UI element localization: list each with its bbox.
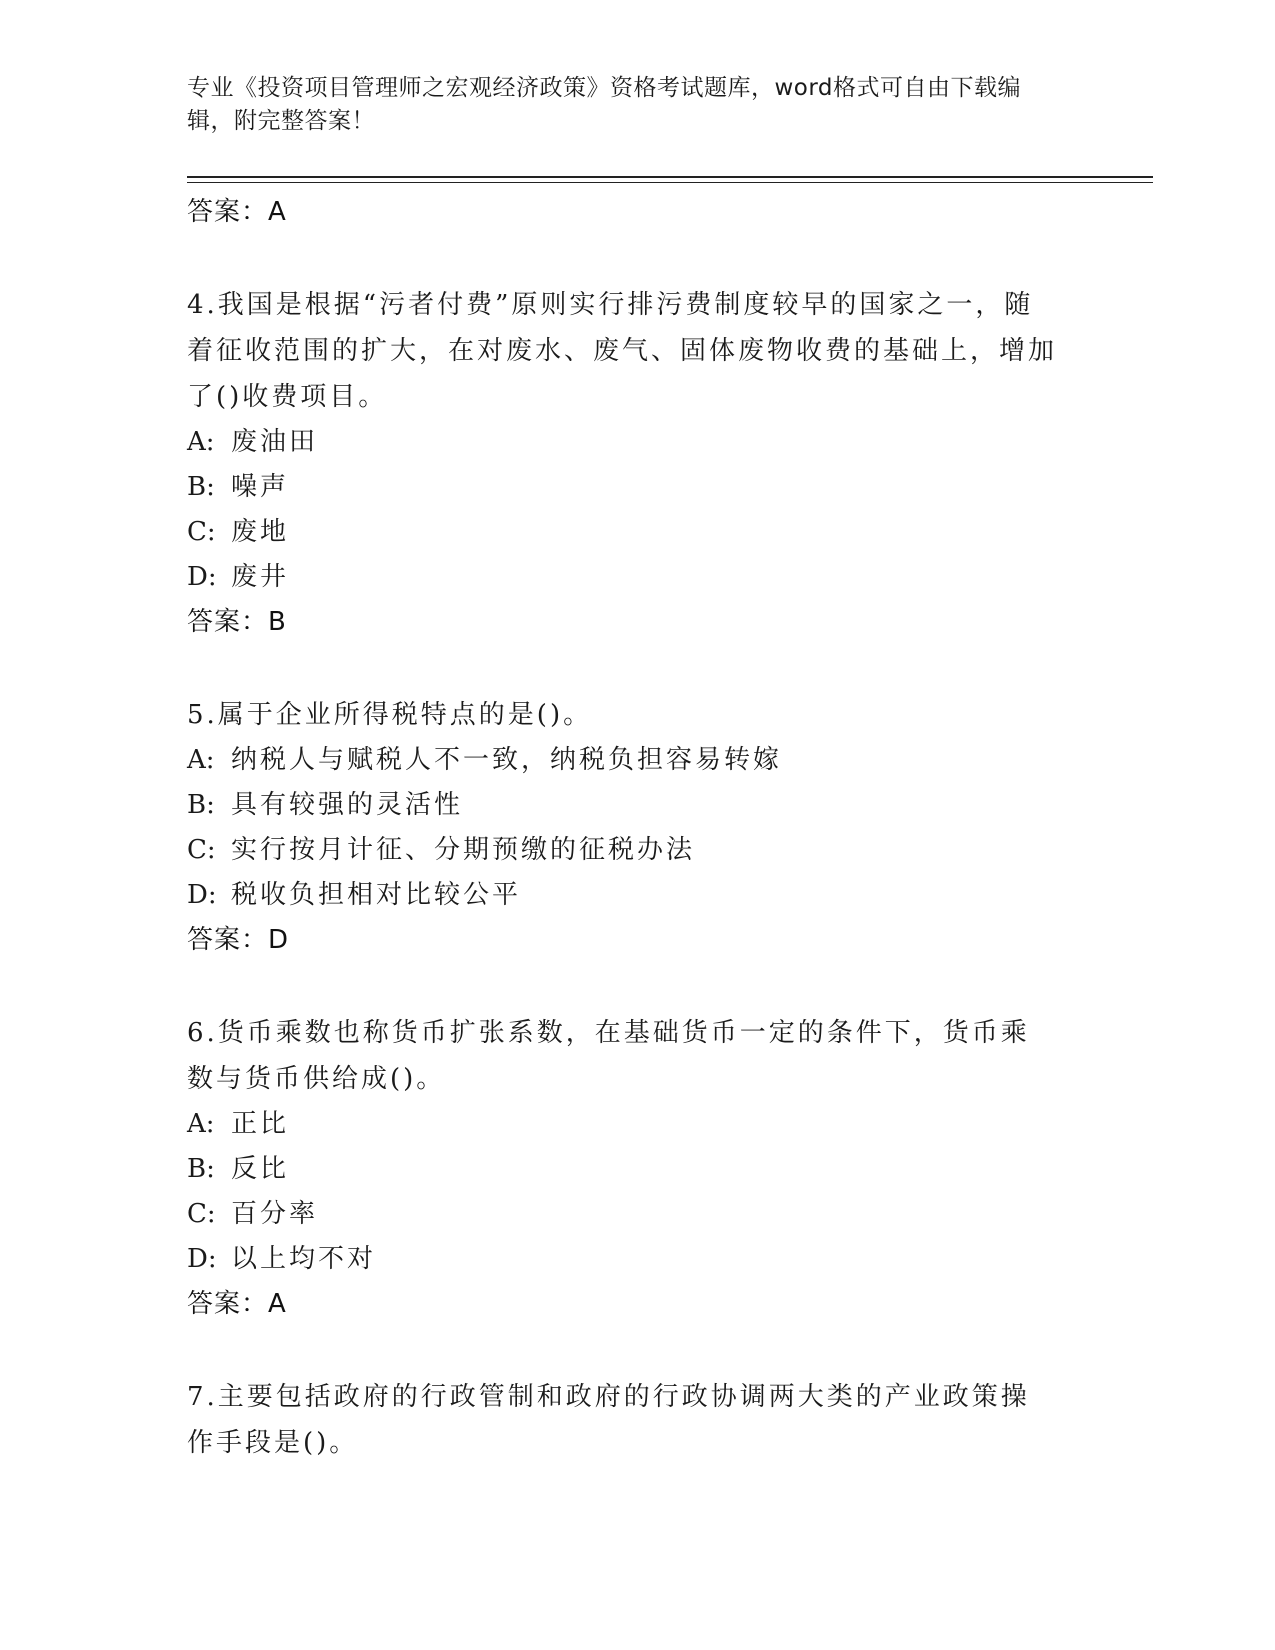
question-stem: 7.主要包括政府的行政管制和政府的行政协调两大类的产业政策操作手段是()。	[187, 1382, 1030, 1458]
option-text: 废油田	[231, 427, 319, 457]
answer-line: 答案：A	[187, 197, 287, 227]
option-key: D:	[187, 1244, 217, 1274]
option-text: 纳税人与赋税人不一致，纳税负担容易转嫁	[231, 745, 783, 775]
answer-line: 答案：A	[187, 1289, 287, 1319]
question-stem: 4.我国是根据“污者付费”原则实行排污费制度较早的国家之一，随着征收范围的扩大，在对废水、废气、固体废物收费的基础上，增加了()收费项目。	[187, 290, 1058, 412]
answer-line: 答案：B	[187, 607, 287, 637]
option-text: 具有较强的灵活性	[231, 790, 464, 820]
option-text: 反比	[231, 1154, 290, 1184]
option-key: B:	[187, 790, 215, 820]
option-key: B:	[187, 472, 215, 502]
page-header: 专业《投资项目管理师之宏观经济政策》资格考试题库，word格式可自由下载编辑，附完整答案！	[187, 75, 1022, 134]
option-d	[187, 555, 1057, 600]
option-key: A:	[187, 1109, 215, 1139]
header-rule-thin	[187, 182, 1153, 183]
option-text: 正比	[231, 1109, 290, 1139]
option-text: 税收负担相对比较公平	[231, 880, 522, 910]
option-text: 以上均不对	[231, 1244, 377, 1274]
option-a	[187, 1102, 1057, 1147]
option-a	[187, 420, 1057, 465]
option-key: D:	[187, 880, 217, 910]
option-c	[187, 1192, 1057, 1237]
question-list	[187, 190, 1057, 1466]
option-d	[187, 1237, 1057, 1282]
option-b	[187, 783, 1057, 828]
option-key: C:	[187, 1199, 216, 1229]
option-key: A:	[187, 745, 215, 775]
option-text: 废井	[231, 562, 290, 592]
option-text: 百分率	[231, 1199, 319, 1229]
option-text: 噪声	[231, 472, 290, 502]
answer-line: 答案：D	[187, 925, 290, 955]
option-c	[187, 828, 1057, 873]
option-b	[187, 1147, 1057, 1192]
option-key: C:	[187, 835, 216, 865]
option-key: B:	[187, 1154, 215, 1184]
option-b	[187, 465, 1057, 510]
header-rule-thick	[187, 176, 1153, 178]
option-d	[187, 873, 1057, 918]
option-key: C:	[187, 517, 216, 547]
option-text: 实行按月计征、分期预缴的征税办法	[231, 835, 696, 865]
option-key: A:	[187, 427, 215, 457]
option-a	[187, 738, 1057, 783]
option-c	[187, 510, 1057, 555]
question-stem: 6.货币乘数也称货币扩张系数，在基础货币一定的条件下，货币乘数与货币供给成()。	[187, 1018, 1030, 1094]
option-key: D:	[187, 562, 217, 592]
option-text: 废地	[231, 517, 290, 547]
question-stem: 5.属于企业所得税特点的是()。	[187, 700, 593, 730]
